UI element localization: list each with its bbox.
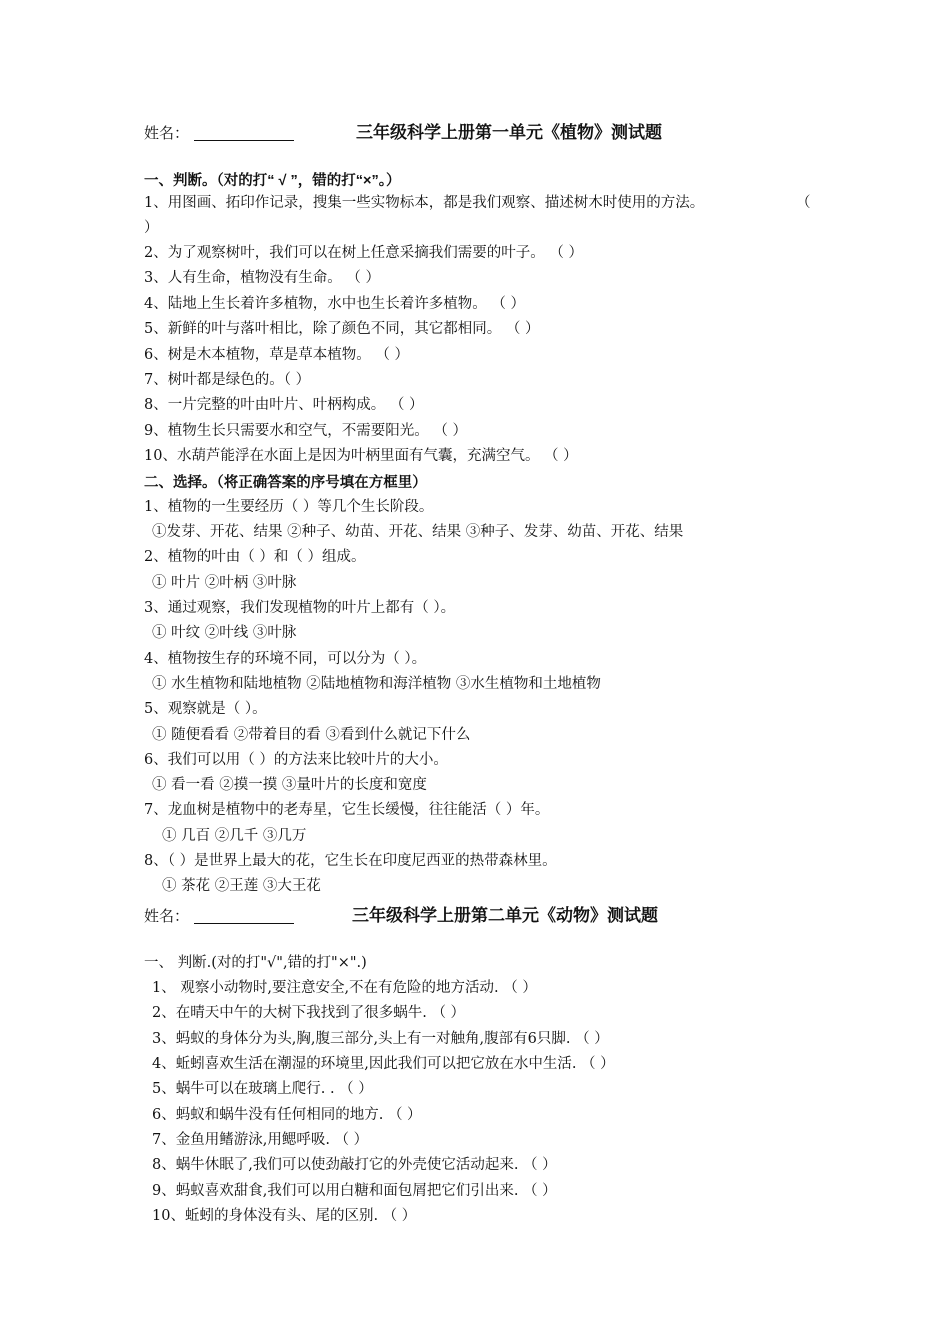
name-label: 姓名： [144,124,190,142]
unit2-title: 三年级科学上册第二单元《动物》测试题 [352,906,658,926]
unit1-header [144,118,784,146]
unit2-section1-heading: 一、 判断.(对的打"√",错的打"×".) [144,955,367,971]
choice-question: 1、植物的一生要经历（ ）等几个生长阶段。 [144,499,434,515]
judgment-item: 10、水葫芦能浮在水面上是因为叶柄里面有气囊，充满空气。 （ ） [144,448,578,464]
judgment-item: 7、金鱼用鳍游泳,用鳃呼吸. （ ） [152,1132,369,1148]
judgment-item: 1、 观察小动物时,要注意安全,不在有危险的地方活动. （ ） [152,980,537,996]
name-label: 姓名： [144,907,190,925]
judgment-item: 8、一片完整的叶由叶片、叶柄构成。 （ ） [144,397,424,413]
judgment-item: 8、蜗牛休眠了,我们可以使劲敲打它的外壳使它活动起来. （ ） [152,1157,557,1173]
judgment-item: 9、植物生长只需要水和空气，不需要阳光。 （ ） [144,423,467,439]
choice-question: 6、我们可以用（ ）的方法来比较叶片的大小。 [144,752,448,768]
judgment-item: 6、蚂蚁和蜗牛没有任何相同的地方. （ ） [152,1107,422,1123]
name-blank-line [194,923,294,924]
choice-options: ① 水生植物和陆地植物 ②陆地植物和海洋植物 ③水生植物和土地植物 [152,676,601,692]
choice-options: ①发芽、开花、结果 ②种子、幼苗、开花、结果 ③种子、发芽、幼苗、开花、结果 [152,524,684,540]
judgment-item: 3、人有生命，植物没有生命。 （ ） [144,270,380,286]
judgment-item: 3、蚂蚁的身体分为头,胸,腹三部分,头上有一对触角,腹部有6只脚. （ ） [152,1031,609,1047]
choice-options: ① 几百 ②几千 ③几万 [162,828,307,844]
unit1-section1-heading: 一、判断。（对的打“ √ ”，错的打“×”。） [144,173,401,189]
choice-question: 5、观察就是（ ）。 [144,701,267,717]
choice-question: 4、植物按生存的环境不同，可以分为（ ）。 [144,651,427,667]
judgment-item: 2、为了观察树叶，我们可以在树上任意采摘我们需要的叶子。 （ ） [144,245,583,261]
choice-question: 7、龙血树是植物中的老寿星，它生长缓慢，往往能活（ ）年。 [144,802,550,818]
judgment-item: 5、蜗牛可以在玻璃上爬行. . （ ） [152,1081,373,1097]
judgment-item: 6、树是木本植物，草是草本植物。 （ ） [144,347,409,363]
judgment-item: 4、陆地上生长着许多植物，水中也生长着许多植物。 （ ） [144,296,525,312]
choice-question: 3、通过观察，我们发现植物的叶片上都有（ ）。 [144,600,456,616]
judgment-item: 4、蚯蚓喜欢生活在潮湿的环境里,因此我们可以把它放在水中生活. （ ） [152,1056,615,1072]
judgment-item: 2、在晴天中午的大树下我找到了很多蜗牛. （ ） [152,1005,466,1021]
judgment-item: 9、蚂蚁喜欢甜食,我们可以用白糖和面包屑把它们引出来. （ ） [152,1183,557,1199]
judgment-item: 1、用图画、拓印作记录，搜集一些实物标本，都是我们观察、描述树木时使用的方法。 [144,195,705,211]
unit1-title: 三年级科学上册第一单元《植物》测试题 [356,123,662,143]
choice-options: ① 叶纹 ②叶线 ③叶脉 [152,625,297,641]
choice-options: ① 随便看看 ②带着目的看 ③看到什么就记下什么 [152,727,471,743]
answer-paren-close: ） [144,220,159,236]
choice-options: ① 看一看 ②摸一摸 ③量叶片的长度和宽度 [152,777,427,793]
name-blank-line [194,140,294,141]
judgment-item: 7、树叶都是绿色的。（ ） [144,372,311,388]
judgment-item: 5、新鲜的叶与落叶相比，除了颜色不同，其它都相同。 （ ） [144,321,540,337]
choice-options: ① 茶花 ②王莲 ③大王花 [162,878,321,894]
answer-paren-open: （ [796,195,811,211]
unit1-section2-heading: 二、选择。（将正确答案的序号填在方框里） [144,475,427,491]
choice-question: 2、植物的叶由（ ）和（ ）组成。 [144,549,366,565]
unit2-header [144,901,784,929]
judgment-item: 10、蚯蚓的身体没有头、尾的区别. （ ） [152,1208,417,1224]
choice-question: 8、（ ）是世界上最大的花，它生长在印度尼西亚的热带森林里。 [144,853,557,869]
choice-options: ① 叶片 ②叶柄 ③叶脉 [152,575,297,591]
